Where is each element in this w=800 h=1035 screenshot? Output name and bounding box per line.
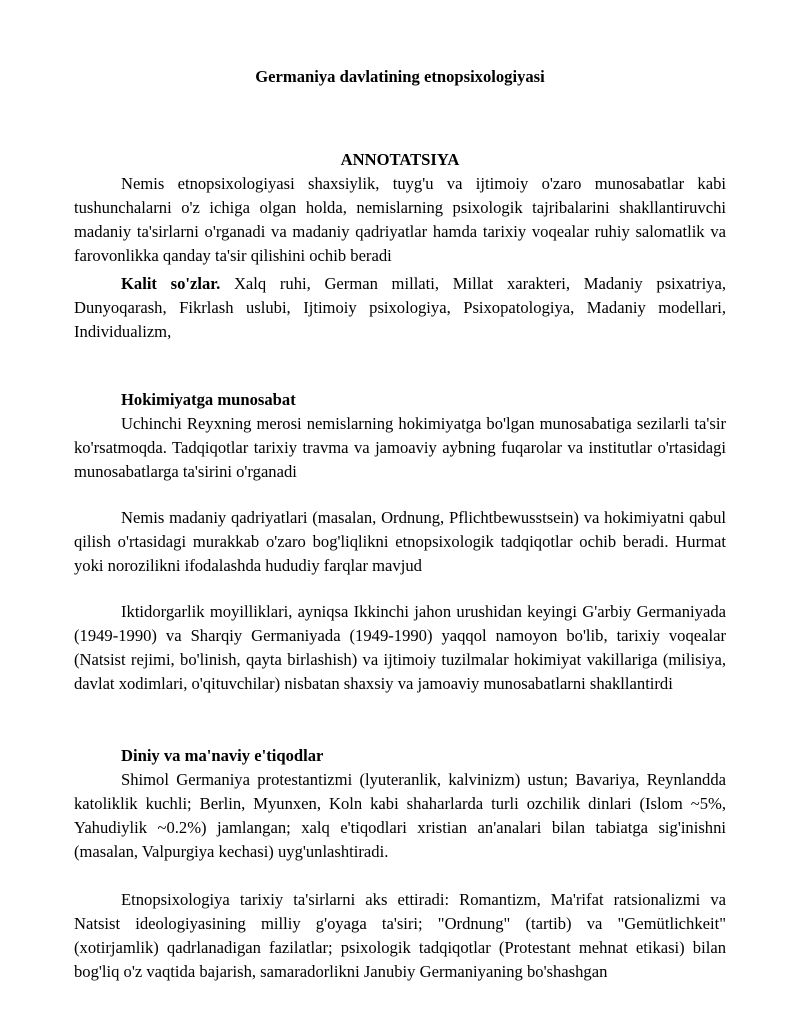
keywords-text: Xalq ruhi, German millati, Millat xarakteri, Madaniy psixatriya, Dunyoqarash, Fikrlash uslubi, Ijtimoiy psixologiya, Psixopatologiya, Madaniy modellari, Individualizm, [74,274,726,341]
authority-section [74,388,726,696]
keywords-paragraph [74,272,726,344]
religion-section [74,744,726,984]
section-heading-authority: Hokimiyatga munosabat [121,390,296,409]
religion-paragraph-1: Shimol Germaniya protestantizmi (lyuteranlik, kalvinizm) ustun; Bavariya, Reynlandda katoliklik kuchli; Berlin, Myunxen, Koln kabi shaharlarda turli ozchilik dinlari (Islom ~5%, Yahudiylik ~0.2%) jamlangan; xalq e'tiqodlari xristian an'analari bilan tabiatga sig'inishni (masalan, Valpurgiya kechasi) uyg'unlashtiradi. [74,770,726,861]
authority-paragraph-1: Uchinchi Reyxning merosi nemislarning hokimiyatga bo'lgan munosabatiga sezilarli ta'sir ko'rsatmoqda. Tadqiqotlar tarixiy travma va jamoaviy aybning fuqarolar va institutlar o'rtasidagi munosabatlarga ta'sirini o'rganadi [74,414,726,481]
keywords-label: Kalit so'zlar. [121,274,221,293]
annotation-paragraph: Nemis etnopsixologiyasi shaxsiylik, tuyg'u va ijtimoiy o'zaro munosabatlar kabi tushunchalarni o'z ichiga olgan holda, nemislarning psixologik tajribalarini shakllantiruvchi madaniy ta'sirlarni o'rganadi va madaniy qadriyatlar hamda tarixiy voqealar ruhiy salomatlik va farovonlikka qanday ta'sir qilishini ochib beradi [74,174,726,265]
section-heading-religion: Diniy va ma'naviy e'tiqodlar [121,746,324,765]
authority-paragraph-3: Iktidorgarlik moyilliklari, ayniqsa Ikkinchi jahon urushidan keyingi G'arbiy Germaniyada (1949-1990) va Sharqiy Germaniyada (1949-1990) yaqqol namoyon bo'lib, tarixiy voqealar (Natsist rejimi, bo'linish, qayta birlashish) va ijtimoiy tuzilmalar hokimiyat vakillariga (milisiya, davlat xodimlari, o'qituvchilar) nisbatan shaxsiy va jamoaviy munosabatlarni shakllantirdi [74,602,726,693]
religion-paragraph-2: Etnopsixologiya tarixiy ta'sirlarni aks ettiradi: Romantizm, Ma'rifat ratsionalizmi va Natsist ideologiyasining milliy g'oyaga ta'siri; "Ordnung" (tartib) va "Gemütlichkeit" (xotirjamlik) qadrlanadigan fazilatlar; psixologik tadqiqotlar (Protestant mehnat etikasi) bilan bog'liq o'z vaqtida bajarish, samaradorlikni Janubiy Germaniyaning bo'shashgan [74,890,726,981]
authority-paragraph-2: Nemis madaniy qadriyatlari (masalan, Ordnung, Pflichtbewusstsein) va hokimiyatni qabul qilish o'rtasidagi murakkab o'zaro bog'liqlikni etnopsixologik tadqiqotlar ochib beradi. Hurmat yoki norozilikni ifodalashda hududiy farqlar mavjud [74,508,726,575]
document-title: Germaniya davlatining etnopsixologiyasi [255,67,545,86]
annotation-section [74,148,726,344]
annotation-heading: ANNOTATSIYA [340,150,460,169]
